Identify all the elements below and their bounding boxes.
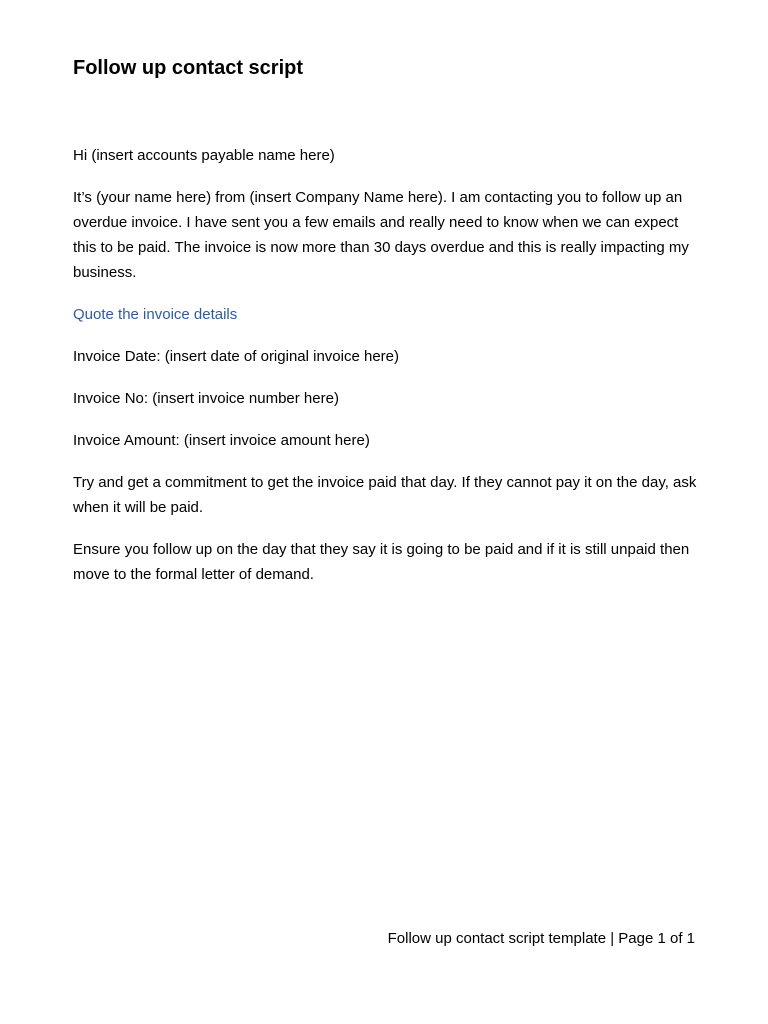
invoice-amount-line: Invoice Amount: (insert invoice amount here)	[73, 432, 370, 449]
commitment-paragraph: Try and get a commitment to get the invoice paid that day. If they cannot pay it on the day, ask when it will be paid.	[73, 474, 697, 516]
greeting-paragraph: Hi (insert accounts payable name here)	[73, 147, 335, 164]
page-footer: Follow up contact script template | Page 1 of 1	[387, 930, 695, 947]
quote-details-heading: Quote the invoice details	[73, 306, 238, 323]
invoice-date-line: Invoice Date: (insert date of original invoice here)	[73, 348, 400, 365]
document-body	[73, 143, 698, 604]
page-title: Follow up contact script	[73, 57, 304, 79]
intro-paragraph: It’s (your name here) from (insert Company Name here). I am contacting you to follow up an overdue invoice. I have sent you a few emails and really need to know when we can expect this to be paid. The invoice is now more than 30 days overdue and this is really impacting my business.	[73, 189, 689, 281]
follow-up-paragraph: Ensure you follow up on the day that they say it is going to be paid and if it is still unpaid then move to the formal letter of demand.	[73, 541, 690, 583]
invoice-number-line: Invoice No: (insert invoice number here)	[73, 390, 339, 407]
